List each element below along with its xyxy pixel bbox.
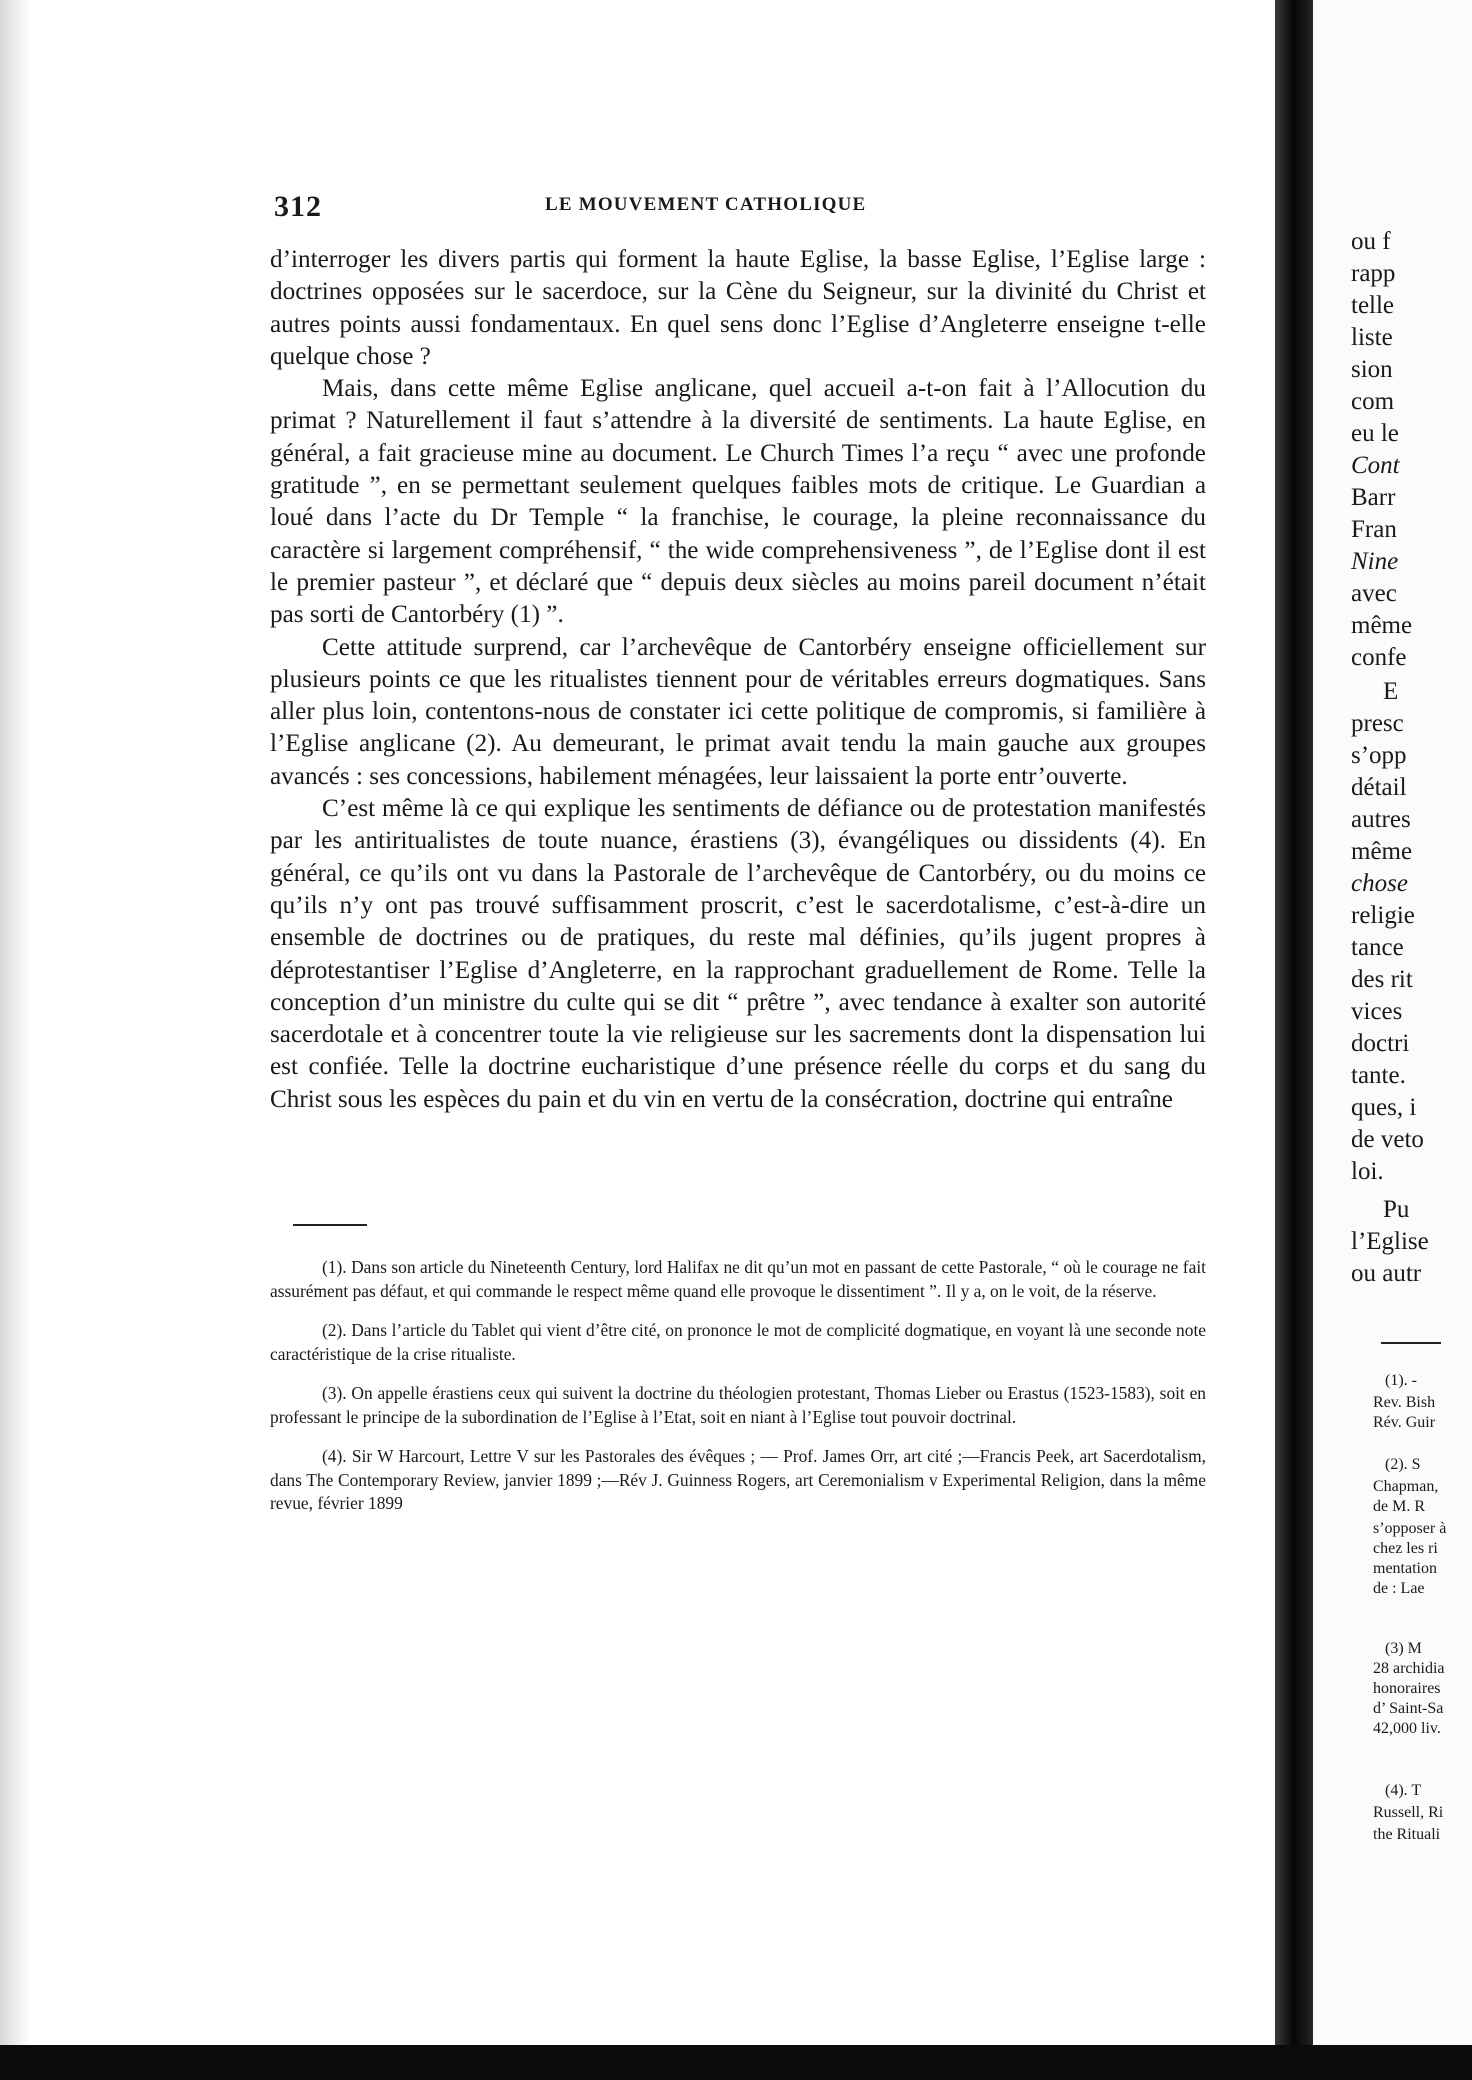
body-text bbox=[270, 244, 1206, 1116]
next-page-footnote-line: the Rituali bbox=[1373, 1826, 1441, 1843]
paragraph: C’est même là ce qui explique les sentiments de défiance ou de protestation manifestés par les antiritualistes de toute nuance, érastiens (3), évangéliques ou dissidents (4). En général, ce qu’ils ont vu dans la Pastorale de l’archevêque de Cantorbéry, ou du moins ce qu’ils n’y ont pas trouvé suffisamment proscrit, c’est le sacerdotalisme, c’est-à-dire un ensemble de doctrines ou de pratiques, du reste mal définies, qu’ils jugent propres à déprotestantiser l’Eglise d’Angleterre, en la rapprochant graduellement de Rome. Telle la conception d’un ministre du culte qui se dit “ prêtre ”, avec tendance à exalter son autorité sacerdotale et à concentrer toute la vie religieuse sur les sacrements dont la dispensation lui est confiée. Telle la doctrine eucharistique d’une présence réelle du corps et du sang du Christ sous les espèces du pain et du vin en vertu de la consécration, doctrine qui entraîne bbox=[270, 795, 1206, 1113]
next-page-line: Barr bbox=[1351, 484, 1396, 511]
next-page-footnote-line: de : Lae bbox=[1373, 1580, 1425, 1597]
next-page-line: s’opp bbox=[1351, 742, 1407, 769]
next-page-line: tance bbox=[1351, 934, 1404, 961]
next-page-footnote-line: honoraires bbox=[1373, 1680, 1441, 1697]
next-page-line: avec bbox=[1351, 580, 1397, 607]
paragraph: d’interroger les divers partis qui forment la haute Eglise, la basse Eglise, l’Eglise large : doctrines opposées sur le sacerdoce, sur la Cène du Seigneur, sur la divinité du Christ et autres points aussi fondamentaux. En quel sens donc l’Eglise d’Angleterre enseigne t-elle quelque chose ? bbox=[270, 246, 1206, 370]
next-page-line: même bbox=[1351, 838, 1413, 865]
next-page-footnote-line: s’opposer à bbox=[1373, 1520, 1447, 1537]
next-page-line: E bbox=[1383, 678, 1399, 705]
next-page-line: même bbox=[1351, 612, 1413, 639]
next-page-footnote-line: (1). - bbox=[1385, 1372, 1417, 1389]
footnote-rule bbox=[1381, 1342, 1441, 1344]
next-page-footnote-line: 28 archidia bbox=[1373, 1660, 1445, 1677]
next-page-line: de veto bbox=[1351, 1126, 1424, 1153]
next-page-line: eu le bbox=[1351, 420, 1399, 447]
next-page-footnote-line: d’ Saint-Sa bbox=[1373, 1700, 1444, 1717]
next-page-line: ou autr bbox=[1351, 1260, 1422, 1287]
running-title: LE MOUVEMENT CATHOLIQUE bbox=[545, 194, 867, 215]
footnote: (2). Dans l’article du Tablet qui vient d’être cité, on prononce le mot de complicité dogmatique, en voyant là une seconde note caractéristique de la crise ritualiste. bbox=[270, 1320, 1206, 1364]
next-page-line: Pu bbox=[1383, 1196, 1410, 1223]
next-page-line: Fran bbox=[1351, 516, 1397, 543]
paragraph: Cette attitude surprend, car l’archevêque de Cantorbéry enseigne officiellement sur plusieurs points ce que les ritualistes tiennent pour de véritables erreurs dogmatiques. Sans aller plus loin, contentons-nous de constater ici cette politique de compromis, si familière à l’Eglise anglicane (2). Au demeurant, le primat avait tendu la main gauche aux groupes avancés : ses concessions, habilement ménagées, leur laissaient la porte entr’ouverte. bbox=[270, 633, 1206, 790]
next-page-footnote-line: Chapman, bbox=[1373, 1478, 1439, 1495]
next-page-line: tante. bbox=[1351, 1062, 1406, 1089]
next-page-footnote-line: Rév. Guir bbox=[1373, 1414, 1436, 1431]
next-page-footnote-line: mentation bbox=[1373, 1560, 1437, 1577]
right-page-fragment bbox=[1313, 0, 1472, 2080]
footnote: (4). Sir W Harcourt, Lettre V sur les Pastorales des évêques ; — Prof. James Orr, art cité ;—Francis Peek, art Sacerdotalism, dans The Contemporary Review, janvier 1899 ;—Rév J. Guinness Rogers, art Ceremonialism v Experimental Religion, dans la même revue, février 1899 bbox=[270, 1446, 1206, 1514]
next-page-line: l’Eglise bbox=[1351, 1228, 1429, 1255]
next-page-footnote-line: (2). S bbox=[1385, 1456, 1421, 1473]
next-page-footnote-line: de M. R bbox=[1373, 1498, 1425, 1515]
next-page-line: détail bbox=[1351, 774, 1407, 801]
footnote-rule bbox=[293, 1224, 367, 1226]
paragraph: Mais, dans cette même Eglise anglicane, quel accueil a-t-on fait à l’Allocution du primat ? Naturellement il faut s’attendre à la diversité de sentiments. La haute Eglise, en général, a fait gracieuse mine au document. Le Church Times l’a reçu “ avec une profonde gratitude ”, en se permettant seulement quelques faibles mots de critique. Le Guardian a loué dans l’acte du Dr Temple “ la franchise, le courage, la pleine reconnaissance du caractère si largement compréhensif, “ the wide comprehensiveness ”, de l’Eglise dont il est le premier pasteur ”, et déclaré que “ depuis deux siècles au moins pareil document n’était pas sorti de Cantorbéry (1) ”. bbox=[270, 375, 1206, 629]
page-number: 312 bbox=[274, 190, 322, 223]
footnotes bbox=[270, 1256, 1206, 1516]
next-page-line: des rit bbox=[1351, 966, 1413, 993]
next-page-line: doctri bbox=[1351, 1030, 1410, 1057]
next-page-footnote-line: chez les ri bbox=[1373, 1540, 1438, 1557]
next-page-line: sion bbox=[1351, 356, 1393, 383]
next-page-line: chose bbox=[1351, 870, 1408, 897]
next-page-line: loi. bbox=[1351, 1158, 1384, 1185]
next-page-footnote-line: Russell, Ri bbox=[1373, 1804, 1444, 1821]
book-gutter bbox=[1275, 0, 1313, 2080]
running-head bbox=[270, 180, 1206, 223]
next-page-line: Cont bbox=[1351, 452, 1400, 479]
scan-bottom-edge bbox=[0, 2045, 1472, 2080]
next-page-line: Nine bbox=[1351, 548, 1399, 575]
footnote: (1). Dans son article du Nineteenth Century, lord Halifax ne dit qu’un mot en passant de cette Pastorale, “ où le courage ne fait assurément pas défaut, et qui commande le respect même quand elle provoque le dissentiment ”. Il y a, on le voit, de la réserve. bbox=[270, 1257, 1206, 1301]
next-page-line: ques, i bbox=[1351, 1094, 1417, 1121]
next-page-line: ou f bbox=[1351, 228, 1391, 255]
next-page-footnote-line: Rev. Bish bbox=[1373, 1394, 1436, 1411]
next-page-line: rapp bbox=[1351, 260, 1396, 287]
next-page-line: telle bbox=[1351, 292, 1395, 319]
next-page-footnote-line: (4). T bbox=[1385, 1782, 1422, 1799]
next-page-footnote-line: 42,000 liv. bbox=[1373, 1720, 1441, 1737]
next-page-line: autres bbox=[1351, 806, 1411, 833]
left-page bbox=[270, 180, 1206, 1532]
next-page-line: liste bbox=[1351, 324, 1393, 351]
next-page-line: vices bbox=[1351, 998, 1403, 1025]
next-page-footnote-line: (3) M bbox=[1385, 1640, 1422, 1657]
footnote: (3). On appelle érastiens ceux qui suivent la doctrine du théologien protestant, Thomas Lieber ou Erastus (1523-1583), soit en professant le principe de la subordination de l’Eglise à l’Etat, soit en niant à l’Eglise tout pouvoir doctrinal. bbox=[270, 1383, 1206, 1427]
next-page-line: confe bbox=[1351, 644, 1407, 671]
next-page-line: religie bbox=[1351, 902, 1415, 929]
scan-margin bbox=[0, 0, 30, 2080]
next-page-line: presc bbox=[1351, 710, 1404, 737]
next-page-line: com bbox=[1351, 388, 1395, 415]
